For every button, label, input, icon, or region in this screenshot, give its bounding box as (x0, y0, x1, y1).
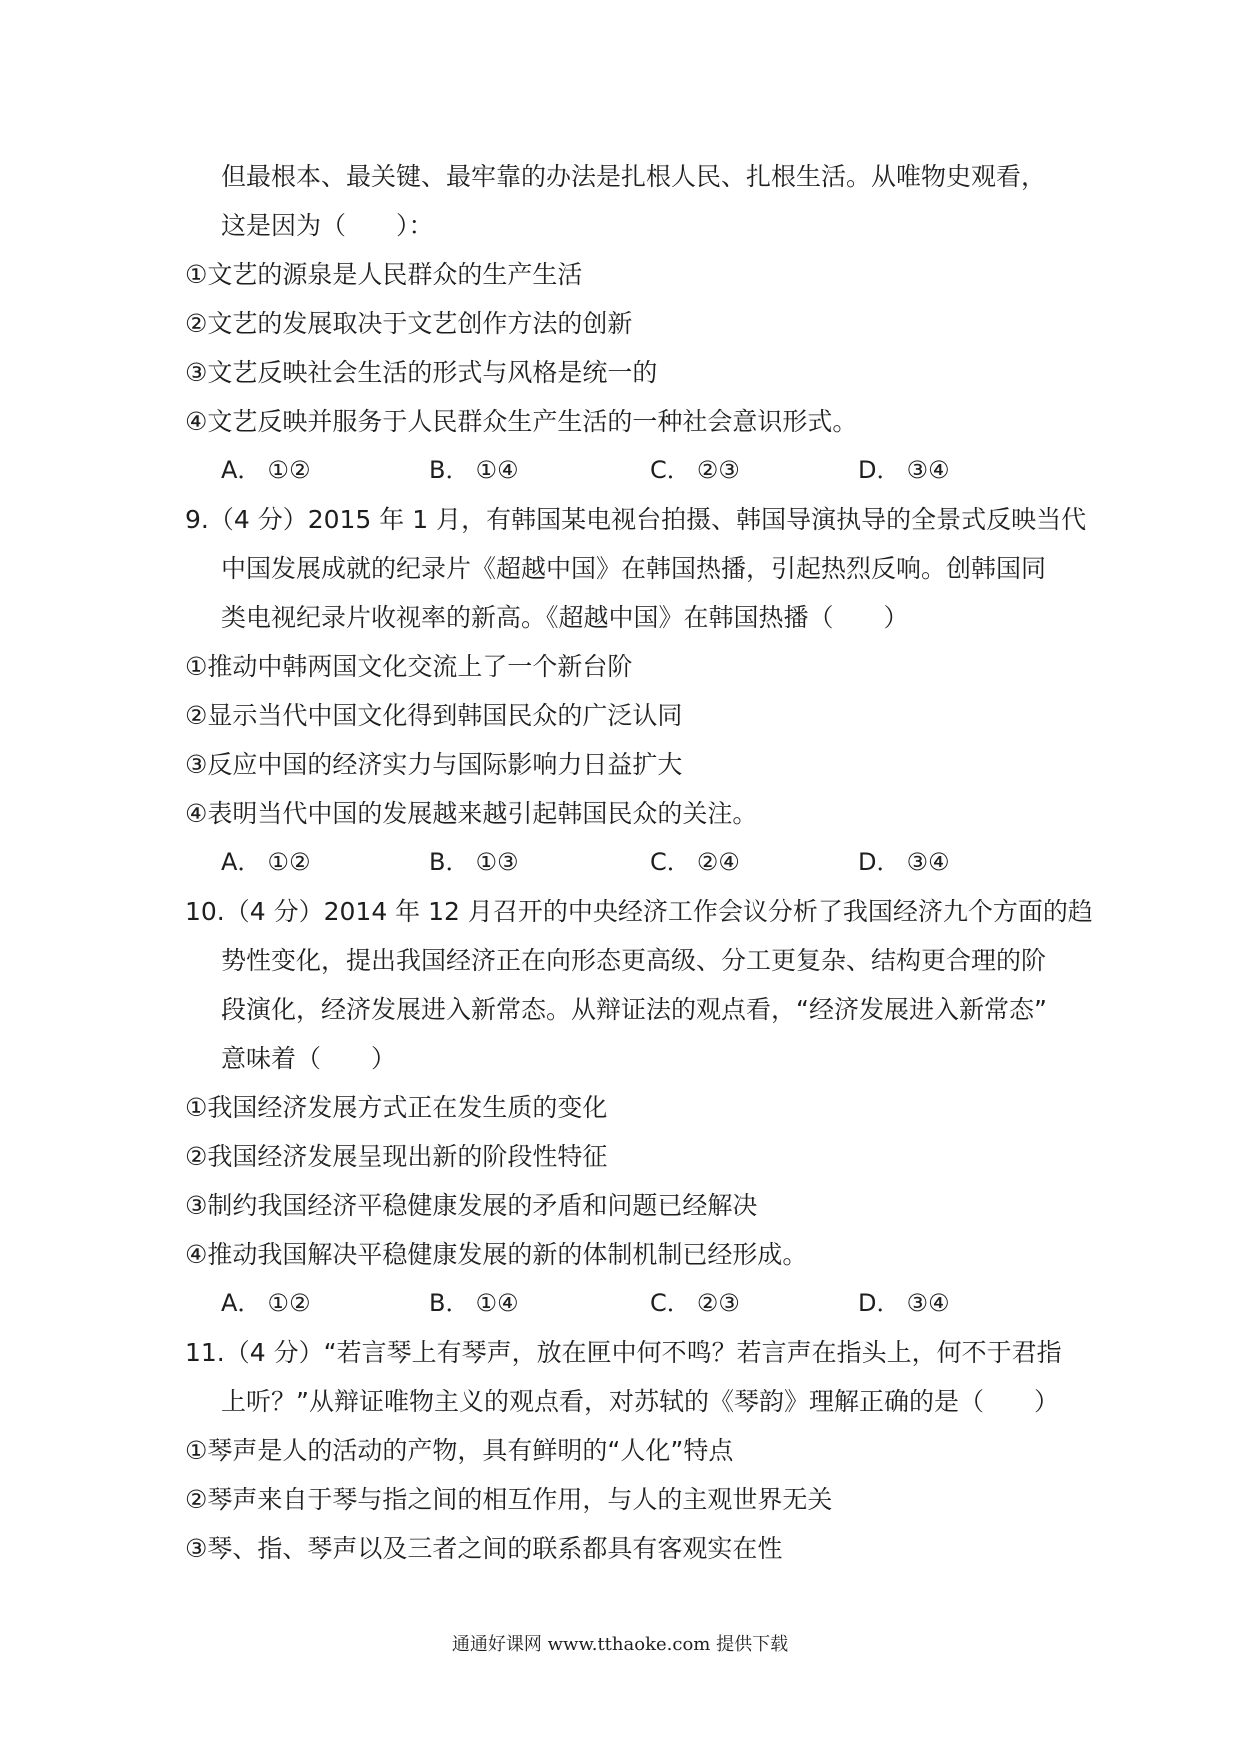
option-a (221, 446, 310, 495)
question-stem-line: 类电视纪录片收视率的新高。《超越中国》在韩国热播（ ） (221, 603, 909, 632)
statement-item: ③文艺反映社会生活的形式与风格是统一的 (185, 358, 658, 387)
option-letter: B． (429, 848, 470, 876)
answer-options-row (0, 446, 1240, 495)
question-10-stem: 10.（4 分）2014 年 12 月召开的中央经济工作会议分析了我国经济九个方面的趋 (185, 897, 1093, 926)
option-c (650, 838, 740, 887)
option-d (858, 1279, 950, 1328)
option-b (429, 1279, 519, 1328)
option-a (221, 1279, 310, 1328)
statement-item: ②琴声来自于琴与指之间的相互作用，与人的主观世界无关 (185, 1485, 833, 1514)
statement-item: ③琴、指、琴声以及三者之间的联系都具有客观实在性 (185, 1534, 783, 1563)
option-letter: D． (858, 848, 901, 876)
option-letter: C． (650, 1289, 691, 1317)
statement-item: ①我国经济发展方式正在发生质的变化 (185, 1093, 608, 1122)
option-value: ②③ (696, 456, 740, 484)
question-stem-line: 但最根本、最关键、最牢靠的办法是扎根人民、扎根生活。从唯物史观看， (221, 162, 1047, 191)
option-letter: C． (650, 456, 691, 484)
option-value: ①② (267, 456, 311, 484)
question-stem-line: 这是因为（ ）： (221, 211, 434, 240)
option-letter: A． (221, 456, 262, 484)
question-stem-line: 中国发展成就的纪录片《超越中国》在韩国热播，引起热烈反响。创韩国同 (221, 554, 1047, 583)
statement-item: ③反应中国的经济实力与国际影响力日益扩大 (185, 750, 683, 779)
statement-item: ①推动中韩两国文化交流上了一个新台阶 (185, 652, 633, 681)
option-value: ①④ (475, 1289, 519, 1317)
statement-item: ④表明当代中国的发展越来越引起韩国民众的关注。 (185, 799, 758, 828)
option-letter: B． (429, 1289, 470, 1317)
option-value: ③④ (906, 1289, 950, 1317)
option-value: ①④ (475, 456, 519, 484)
statement-item: ④推动我国解决平稳健康发展的新的体制机制已经形成。 (185, 1240, 808, 1269)
statement-item: ②我国经济发展呈现出新的阶段性特征 (185, 1142, 608, 1171)
option-value: ①② (267, 848, 311, 876)
statement-item: ③制约我国经济平稳健康发展的矛盾和问题已经解决 (185, 1191, 758, 1220)
option-c (650, 1279, 740, 1328)
statement-item: ②文艺的发展取决于文艺创作方法的创新 (185, 309, 633, 338)
question-stem-line: 上听？”从辩证唯物主义的观点看，对苏轼的《琴韵》理解正确的是（ ） (221, 1387, 1059, 1416)
question-stem-line: 段演化，经济发展进入新常态。从辩证法的观点看，“经济发展进入新常态” (221, 995, 1047, 1024)
option-value: ③④ (906, 848, 950, 876)
page-footer: 通通好课网 www.tthaoke.com 提供下载 (451, 1634, 789, 1655)
option-value: ①② (267, 1289, 311, 1317)
option-d (858, 446, 950, 495)
answer-options-row (0, 1279, 1240, 1328)
statement-item: ②显示当代中国文化得到韩国民众的广泛认同 (185, 701, 683, 730)
answer-options-row (0, 838, 1240, 887)
option-value: ②④ (696, 848, 740, 876)
option-value: ②③ (696, 1289, 740, 1317)
option-letter: D． (858, 456, 901, 484)
question-9-stem: 9.（4 分）2015 年 1 月，有韩国某电视台拍摄、韩国导演执导的全景式反映当代 (185, 505, 1087, 534)
option-letter: A． (221, 1289, 262, 1317)
option-letter: A． (221, 848, 262, 876)
option-c (650, 446, 740, 495)
option-value: ①③ (475, 848, 519, 876)
question-11-stem: 11.（4 分）“若言琴上有琴声，放在匣中何不鸣？若言声在指头上，何不于君指 (185, 1338, 1062, 1367)
question-stem-line: 势性变化，提出我国经济正在向形态更高级、分工更复杂、结构更合理的阶 (221, 946, 1047, 975)
option-letter: B． (429, 456, 470, 484)
question-stem-line: 意味着（ ） (221, 1044, 397, 1073)
option-d (858, 838, 950, 887)
option-b (429, 838, 519, 887)
statement-item: ④文艺反映并服务于人民群众生产生活的一种社会意识形式。 (185, 407, 858, 436)
statement-item: ①琴声是人的活动的产物，具有鲜明的“人化”特点 (185, 1436, 734, 1465)
option-b (429, 446, 519, 495)
statement-item: ①文艺的源泉是人民群众的生产生活 (185, 260, 583, 289)
page-content (0, 152, 1240, 1573)
option-letter: C． (650, 848, 691, 876)
option-value: ③④ (906, 456, 950, 484)
option-a (221, 838, 310, 887)
option-letter: D． (858, 1289, 901, 1317)
